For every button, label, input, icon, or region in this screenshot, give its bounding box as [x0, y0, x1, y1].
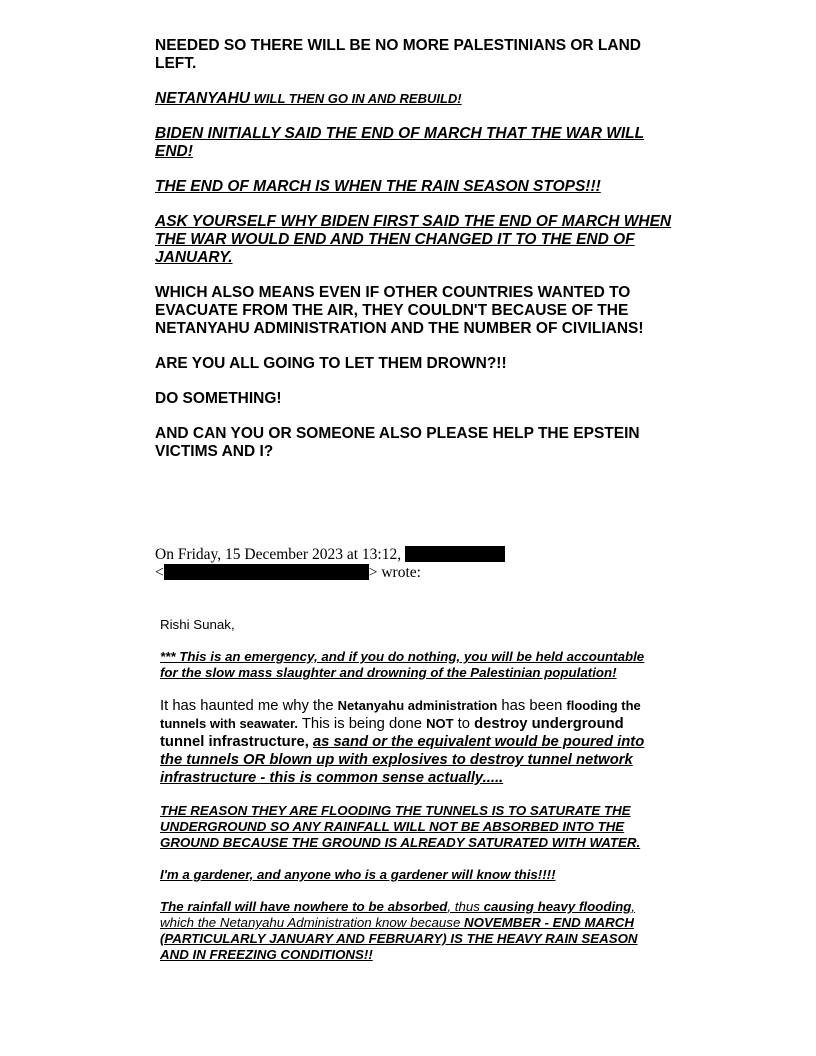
paragraph-6: WHICH ALSO MEANS EVEN IF OTHER COUNTRIES WANTED TO EVACUATE FROM THE AIR, THEY COULDN'T BECAUSE OF THE NETANYAHU ADMINISTRATION AND THE NUMBER OF CIVILIANS! — [155, 284, 644, 337]
tunnels-text-6: NOT — [426, 716, 454, 731]
rainfall-text-3: causing heavy flooding — [483, 899, 632, 914]
quoted-message-body — [160, 617, 665, 963]
rebuild-text: WILL THEN GO IN AND REBUILD! — [250, 91, 462, 106]
quote-header — [155, 546, 675, 582]
greeting: Rishi Sunak, — [160, 617, 235, 632]
quote-date: On Friday, 15 December 2023 at 13:12, — [155, 546, 405, 563]
redacted-sender-name — [405, 546, 505, 562]
paragraph-4: THE END OF MARCH IS WHEN THE RAIN SEASON STOPS!!! — [155, 178, 601, 195]
redacted-sender-email — [164, 564, 369, 580]
emergency-paragraph: *** This is an emergency, and if you do nothing, you will be held accountable for the slow mass slaughter and drowning of the Palestinian population! — [160, 649, 645, 680]
tunnels-text-1: It has haunted me why the — [160, 698, 338, 714]
forwarded-message-body — [155, 37, 675, 478]
paragraph-5: ASK YOURSELF WHY BIDEN FIRST SAID THE END OF MARCH WHEN THE WAR WOULD END AND THEN CHANGED IT TO THE END OF JANUARY. — [155, 213, 672, 266]
tunnels-text-8: destroy underground tunnel infrastructure, — [160, 716, 624, 750]
rainfall-text-4: , which the Netanyahu Administration know because — [160, 899, 636, 930]
tunnels-text-4: flooding the tunnels with seawater. — [160, 698, 641, 731]
tunnels-text-3: has been — [497, 698, 567, 714]
tunnels-text-10: as sand or the equivalent would be poured into the tunnels OR blown up with explosives to destroy tunnel network infrastructure - this is common sense actually..... — [160, 734, 645, 786]
rainfall-paragraph — [160, 899, 665, 963]
paragraph-9: AND CAN YOU OR SOMEONE ALSO PLEASE HELP THE EPSTEIN VICTIMS AND I? — [155, 425, 640, 460]
netanyahu-text: NETANYAHU — [155, 90, 251, 107]
reason-paragraph: THE REASON THEY ARE FLOODING THE TUNNELS IS TO SATURATE THE UNDERGROUND SO ANY RAINFALL WILL NOT BE ABSORBED INTO THE GROUND BECAUSE THE GROUND IS ALREADY SATURATED WITH WATER. — [160, 803, 641, 850]
paragraph-7: ARE YOU ALL GOING TO LET THEM DROWN?!! — [155, 355, 507, 372]
paragraph-1: NEEDED SO THERE WILL BE NO MORE PALESTINIANS OR LAND LEFT. — [155, 37, 641, 72]
rainfall-text-5: NOVEMBER - END MARCH (PARTICULARLY JANUARY AND FEBRUARY) IS THE HEAVY RAIN SEASON AND IN FREEZING CONDITIONS!! — [160, 915, 638, 962]
tunnels-text-2: Netanyahu administration — [337, 698, 498, 713]
tunnels-text-5: This is being done — [298, 716, 427, 732]
tunnels-text-7: to — [453, 716, 475, 732]
quote-wrote: > wrote: — [368, 564, 421, 581]
paragraph-2 — [155, 90, 675, 108]
paragraph-8: DO SOMETHING! — [155, 390, 282, 407]
rainfall-text-1: The rainfall will have nowhere to be absorbed — [160, 899, 448, 914]
paragraph-3: BIDEN INITIALLY SAID THE END OF MARCH THAT THE WAR WILL END! — [155, 125, 645, 160]
quote-header-line-2 — [155, 564, 675, 582]
quote-header-line-1 — [155, 546, 675, 564]
rainfall-text-2: , thus — [447, 899, 484, 914]
quote-lt: < — [155, 564, 164, 581]
tunnels-paragraph — [160, 697, 665, 787]
gardener-paragraph: I'm a gardener, and anyone who is a gardener will know this!!!! — [160, 867, 556, 882]
